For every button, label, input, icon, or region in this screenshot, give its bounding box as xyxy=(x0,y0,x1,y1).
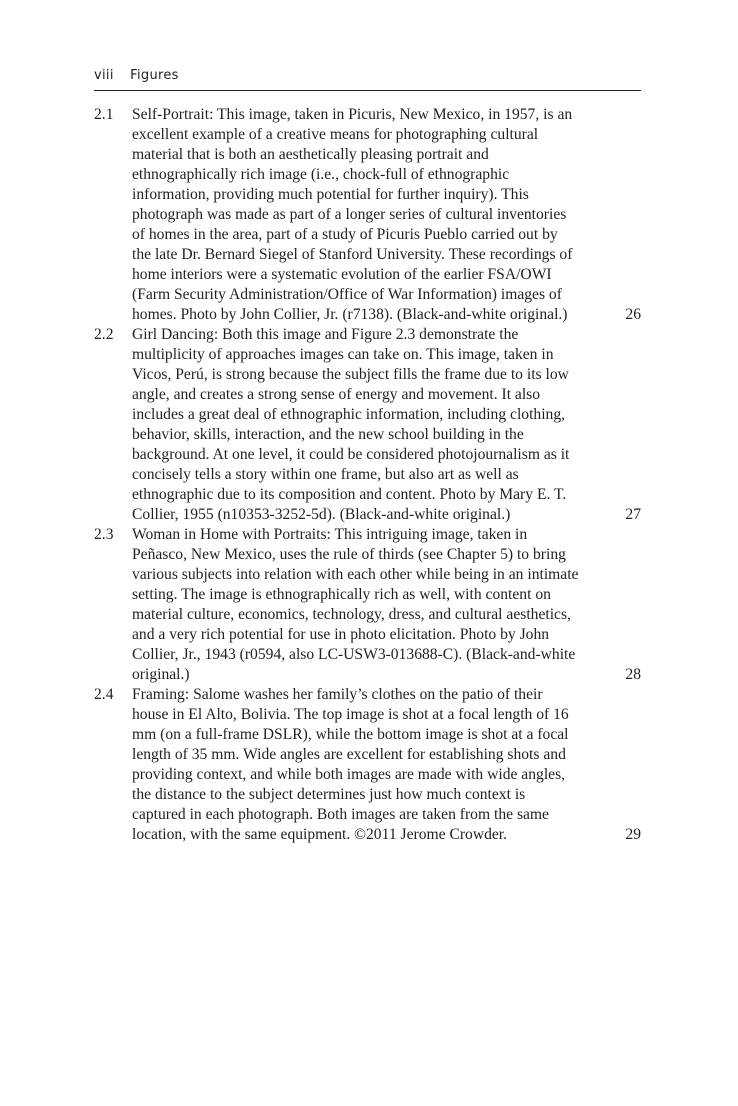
figure-caption: Self-Portrait: This image, taken in Picuris, New Mexico, in 1957, is an excellent example of a creative means for photographing cultural material that is both an aesthetically pleasing portrait and ethnographically rich image (i.e., chock-full of ethnographic information, providing much potential for further inquiry). This photograph was made as part of a longer series of cultural inventories of homes in the area, part of a study of Picuris Pueblo carried out by the late Dr. Bernard Siegel of Stanford University. These recordings of home interiors were a systematic evolution of the earlier FSA/OWI (Farm Security Administration/Office of War Information) images of homes. Photo by John Collier, Jr. (r7138). (Black-and-white original.) xyxy=(132,106,573,323)
figure-number: 2.2 xyxy=(94,326,114,343)
figure-entry-2-4 xyxy=(94,685,641,845)
figure-entry-2-1 xyxy=(94,105,641,325)
figure-list xyxy=(94,105,641,845)
figure-number: 2.3 xyxy=(94,526,114,543)
page-number: 29 xyxy=(625,826,641,843)
figure-number: 2.1 xyxy=(94,106,114,123)
page-number: 26 xyxy=(625,306,641,323)
figure-entry-2-2 xyxy=(94,325,641,525)
section-title: Figures xyxy=(130,68,179,83)
figure-caption: Girl Dancing: Both this image and Figure 2.3 demonstrate the multiplicity of approaches images can take on. This image, taken in Vicos, Perú, is strong because the subject fills the frame due to its low angle, and creates a strong sense of energy and movement. It also includes a great deal of ethnographic information, including clothing, behavior, skills, interaction, and the new school building in the background. At one level, it could be considered photojournalism as it concisely tells a story within one frame, but also art as well as ethnographic due to its composition and content. Photo by Mary E. T. Collier, 1955 (n10353-3252-5d). (Black-and-white original.) xyxy=(132,326,570,523)
page-folio: viii xyxy=(94,68,114,83)
running-header xyxy=(94,66,641,91)
page-number: 27 xyxy=(625,506,641,523)
figure-caption: Woman in Home with Portraits: This intriguing image, taken in Peñasco, New Mexico, uses the rule of thirds (see Chapter 5) to bring various subjects into relation with each other while being in an intimate setting. The image is ethnographically rich as well, with content on material culture, economics, technology, dress, and cultural aesthetics, and a very rich potential for use in photo elicitation. Photo by John Collier, Jr., 1943 (r0594, also LC-USW3-013688-C). (Black-and-white original.) xyxy=(132,526,579,683)
figure-number: 2.4 xyxy=(94,686,114,703)
figure-caption: Framing: Salome washes her family’s clothes on the patio of their house in El Alto, Bolivia. The top image is shot at a focal length of 16 mm (on a full-frame DSLR), while the bottom image is shot at a focal length of 35 mm. Wide angles are excellent for establishing shots and providing context, and while both images are made with wide angles, the distance to the subject determines just how much context is captured in each photograph. Both images are taken from the same location, with the same equipment. ©2011 Jerome Crowder. xyxy=(132,686,569,843)
page-number: 28 xyxy=(625,666,641,683)
figure-entry-2-3 xyxy=(94,525,641,685)
